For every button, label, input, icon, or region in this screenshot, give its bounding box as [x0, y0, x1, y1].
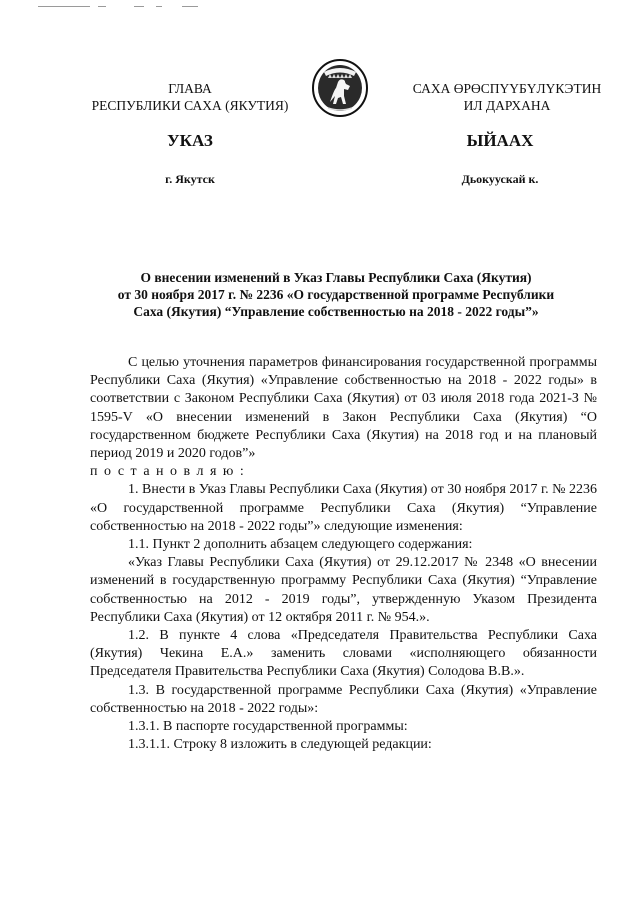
place-russian: г. Якутск: [165, 172, 215, 186]
issuer-republic-sakha: САХА ӨРӨСПҮҮБҮЛҮКЭТИН: [412, 81, 602, 96]
issuer-yakut: [392, 80, 622, 114]
issuer-title-ru: ГЛАВА: [168, 81, 212, 96]
preamble-paragraph: С целью уточнения параметров финансирования государственной программы Республики Саха (Якутия) «Управление собственностью на 2018 - 2022 годы» в соответствии с Законом Республики Саха (Якутия) от 03 июля 2018 года 2021-З № 1595-V «О внесении изменений в Закон Республики Саха (Якутия) “О государственном бюджете Республики Саха (Якутия) на 2018 год и на плановый период 2019 и 2020 годов”»: [90, 355, 597, 462]
title-line: Саха (Якутия) “Управление собственностью на 2018 - 2022 годы”»: [133, 304, 539, 319]
title-line: от 30 ноября 2017 г. № 2236 «О государственной программе Республики: [117, 287, 555, 302]
paragraph-1-3: 1.3. В государственной программе Республики Саха (Якутия) «Управление собственностью на 2018 - 2022 годы»:: [90, 682, 597, 716]
coat-of-arms-icon: [310, 58, 370, 118]
paragraph-1-1-quote: «Указ Главы Республики Саха (Якутия) от 29.12.2017 № 2348 «О внесении изменений в государственную программу Республики Саха (Якутия) “Управление собственностью на 2012 - 2019 годы”, утвержденную Указом Президента Республики Саха (Якутия) от 12 октября 2011 г. № 954.».: [90, 555, 597, 625]
scan-artifact: [38, 6, 238, 10]
issuer-russian: [70, 80, 310, 114]
document-body: [90, 354, 597, 754]
decree-word: постановляю:: [90, 464, 251, 480]
paragraph-1-3-1-1: 1.3.1.1. Строку 8 изложить в следующей редакции:: [128, 737, 432, 753]
paragraph-1-1: 1.1. Пункт 2 дополнить абзацем следующего содержания:: [128, 537, 473, 553]
paragraph-1-2: 1.2. В пункте 4 слова «Председателя Правительства Республики Саха (Якутия) Чекина Е.А.» заменить словами «исполняющего обязанности Председателя Правительства Республики Саха (Якутия) Солодова В.В.».: [90, 628, 597, 680]
doc-type-yakut: ЫЙААХ: [466, 131, 534, 150]
issuer-republic-ru: РЕСПУБЛИКИ САХА (ЯКУТИЯ): [91, 98, 289, 113]
paragraph-1: 1. Внести в Указ Главы Республики Саха (Якутия) от 30 ноября 2017 г. № 2236 «О государственной программе Республики Саха (Якутия) “Управление собственностью на 2018 - 2022 годы”» следующие изменения:: [90, 482, 597, 534]
issuer-title-sakha: ИЛ ДАРХАНА: [463, 98, 551, 113]
doc-type-russian: УКАЗ: [167, 131, 213, 150]
place-yakut: Дьокуускай к.: [461, 172, 539, 186]
document-title: [80, 269, 592, 320]
title-line: О внесении изменений в Указ Главы Республики Саха (Якутия): [140, 270, 532, 285]
paragraph-1-3-1: 1.3.1. В паспорте государственной программы:: [128, 719, 408, 735]
